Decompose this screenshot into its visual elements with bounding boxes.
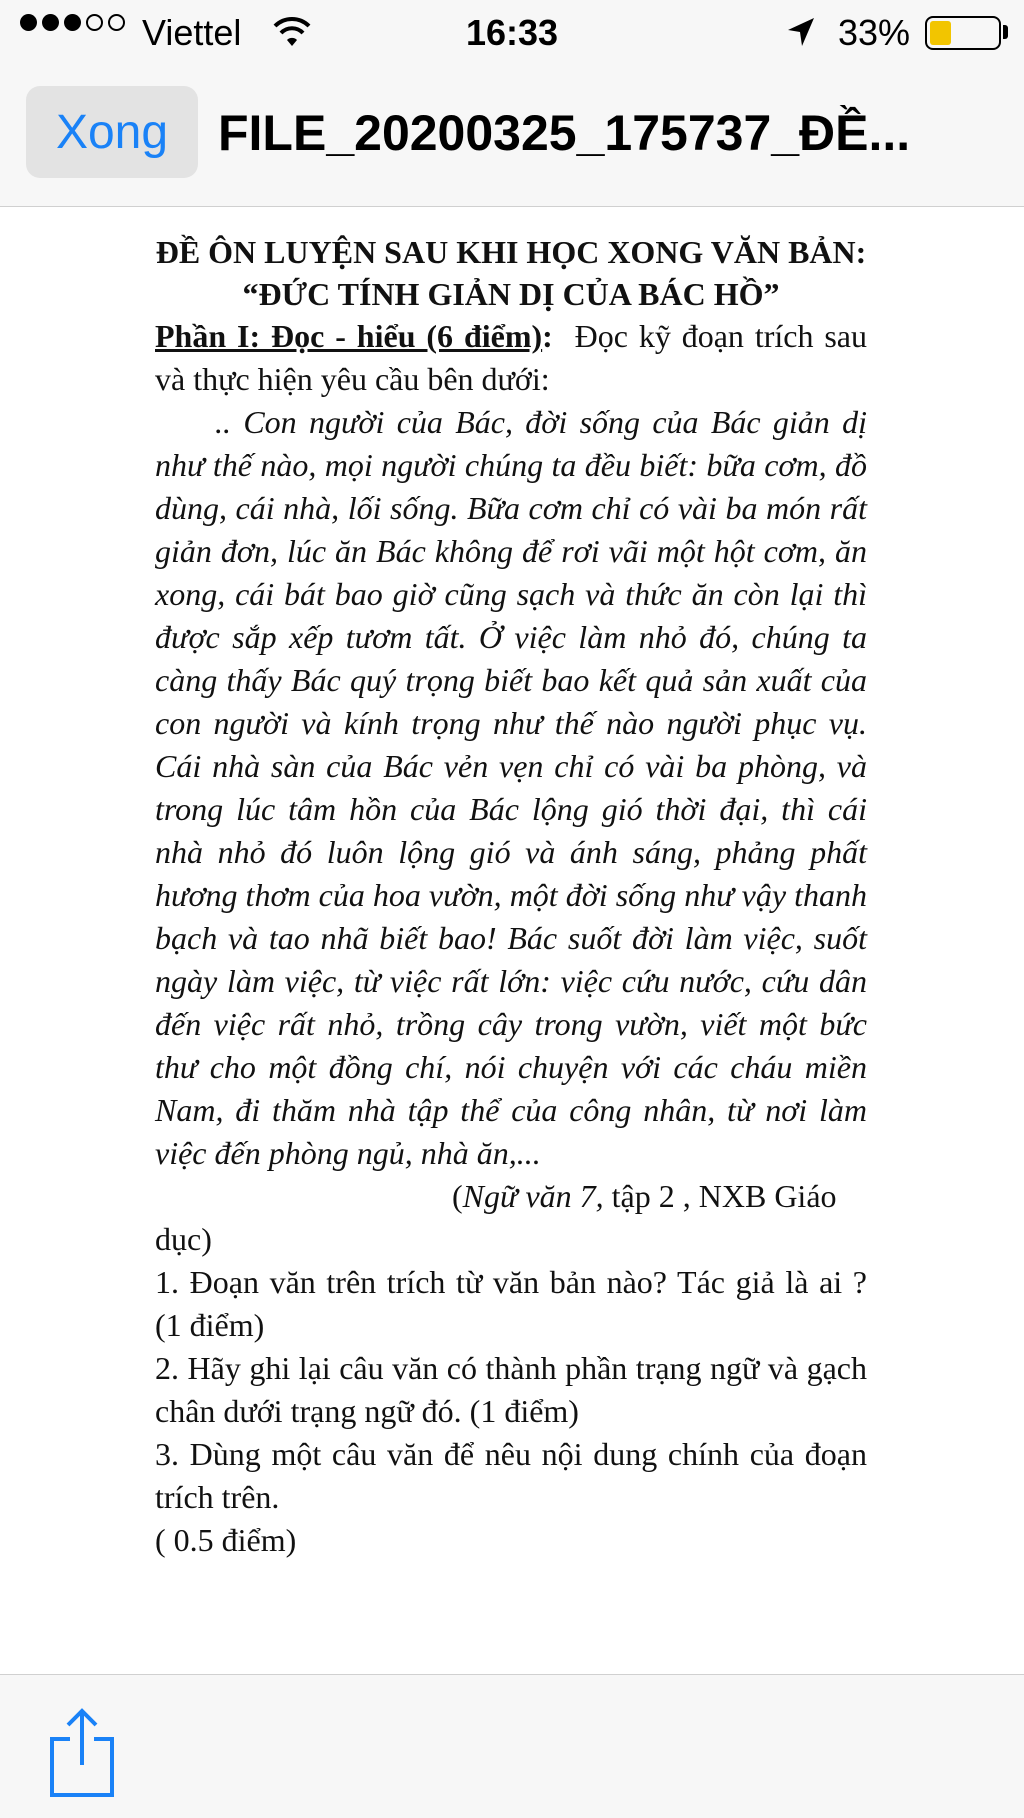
battery-icon <box>925 16 1001 50</box>
document-view[interactable] <box>0 207 1024 1674</box>
question-2: 2. Hãy ghi lại câu văn có thành phần trạng ngữ và gạch chân dưới trạng ngữ đó. (1 điểm) <box>155 1350 867 1429</box>
clock: 16:33 <box>465 12 559 53</box>
question-1: 1. Đoạn văn trên trích từ văn bản nào? Tác giả là ai ? (1 điểm) <box>155 1264 867 1343</box>
part-one-instruction: Đọc kỹ đoạn trích sau và thực hiện yêu cầu bên dưới: <box>155 318 868 397</box>
document-title: FILE_20200325_175737_ĐỀ... <box>218 105 911 161</box>
carrier-name: Viettel <box>142 12 242 53</box>
excerpt-source: (Ngữ văn 7, tập 2 , NXB Giáo dục) <box>155 1178 837 1257</box>
question-3: 3. Dùng một câu văn để nêu nội dung chính của đoạn trích trên. <box>155 1436 867 1515</box>
battery-percentage: 33% <box>838 12 911 53</box>
done-button[interactable]: Xong <box>26 86 198 178</box>
excerpt-text: .. Con người của Bác, đời sống của Bác giản dị như thế nào, mọi người chúng ta đều biết: bữa cơm, đồ dùng, cái nhà, lối sống. Bữa cơm chỉ có vài ba món rất giản đơn, lúc ăn Bác không để rơi vãi một hột cơm, ăn xong, cái bát bao giờ cũng sạch và thức ăn còn lại thì được sắp xếp tươm tất. Ở việc làm nhỏ đó, chúng ta càng thấy Bác quý trọng biết bao kết quả sản xuất của con người và kính trọng như thế nào người phục vụ. Cái nhà sàn của Bác vẻn vẹn chỉ có vài ba phòng, và trong lúc tâm hồn của Bác lộng gió thời đại, thì cái nhà nhỏ đó luôn lộng gió và ánh sáng, phảng phất hương thơm của hoa vườn, một đời sống như vậy thanh bạch và tao nhã biết bao! Bác suốt đời làm việc, suốt ngày làm việc, từ việc rất lớn: việc cứu nước, cứu dân đến việc rất nhỏ, trồng cây trong vườn, viết một bức thư cho một đồng chí, nói chuyện với các cháu miền Nam, đi thăm nhà tập thể của công nhân, từ nơi làm việc đến phòng ngủ, nhà ăn,... <box>155 404 867 1171</box>
part-one-intro: Phần I: Đọc - hiểu (6 điểm): Đọc kỹ đoạn trích sau và thực hiện yêu cầu bên dưới: <box>155 318 868 397</box>
part-one-label: Phần I: Đọc - hiểu (6 điểm) <box>155 318 543 354</box>
question-3-points: ( 0.5 điểm) <box>155 1522 297 1558</box>
navigation-bar <box>0 66 1024 207</box>
share-icon[interactable] <box>46 1703 118 1799</box>
bottom-toolbar <box>0 1674 1024 1818</box>
location-arrow-icon <box>786 16 816 53</box>
document-heading: ĐỀ ÔN LUYỆN SAU KHI HỌC XONG VĂN BẢN: “ĐỨC TÍNH GIẢN DỊ CỦA BÁC HỒ” <box>155 234 867 312</box>
status-bar <box>0 0 1024 66</box>
